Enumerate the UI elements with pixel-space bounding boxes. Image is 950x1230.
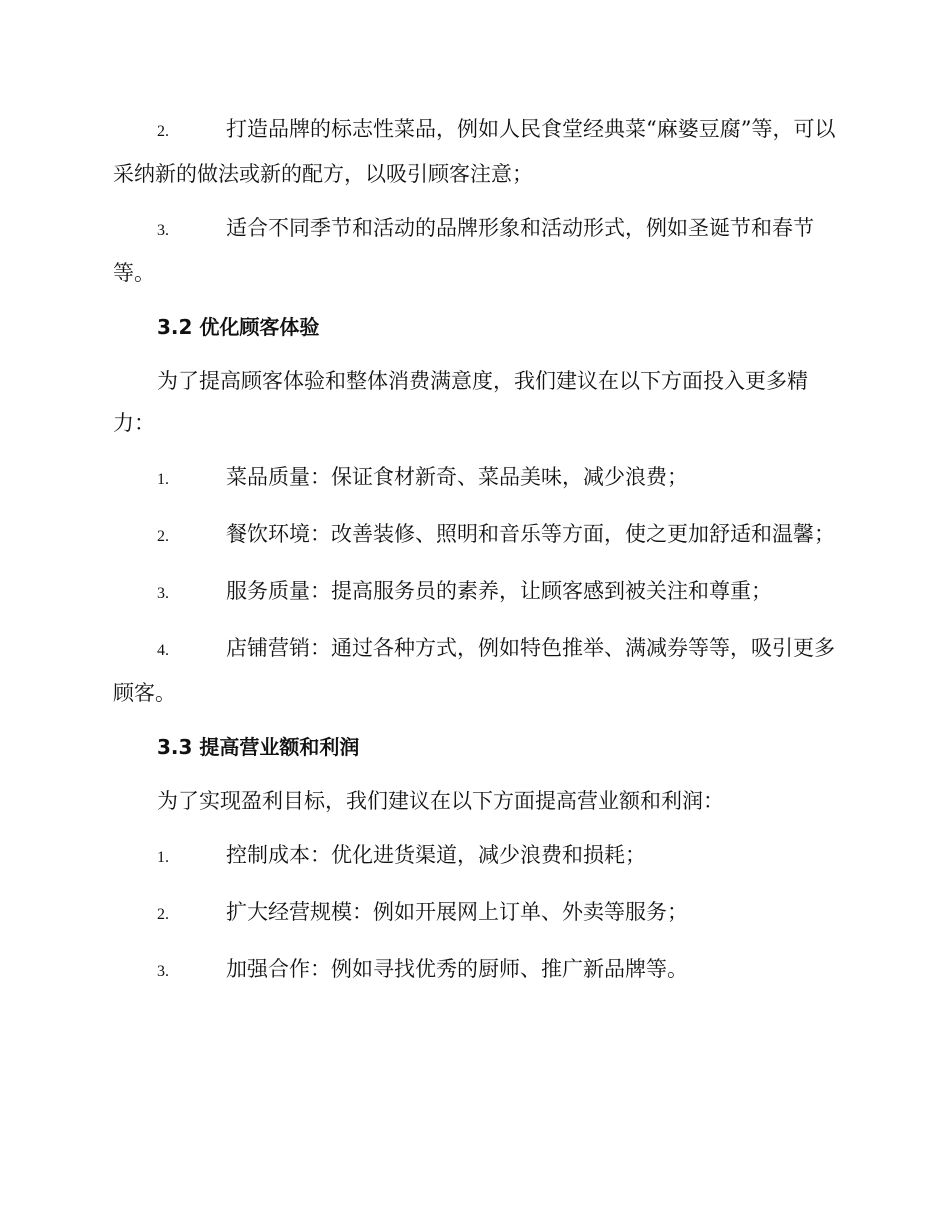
list-item (113, 891, 838, 936)
section-intro-3-2: 为了提高顾客体验和整体消费满意度，我们建议在以下方面投入更多精力： (113, 369, 808, 435)
list-number: 2. (157, 906, 169, 923)
list-item (113, 207, 838, 294)
list-item (113, 948, 838, 993)
list-text: 控制成本：优化进货渠道，减少浪费和损耗； (226, 843, 646, 867)
section-heading-3-2: 3.2 优化顾客体验 (157, 315, 320, 339)
list-number: 2. (157, 528, 169, 545)
list-item (113, 834, 838, 879)
list-number: 4. (157, 642, 169, 659)
list-number: 3. (157, 585, 169, 602)
list-number: 3. (157, 963, 169, 980)
list-number: 1. (157, 471, 169, 488)
list-item (113, 513, 838, 558)
list-number: 2. (157, 123, 169, 140)
section-intro-3-3: 为了实现盈利目标，我们建议在以下方面提高营业额和利润： (157, 789, 724, 813)
document-page (113, 108, 838, 1005)
list-item (113, 456, 838, 501)
section-heading-3-3: 3.3 提高营业额和利润 (157, 735, 360, 759)
list-text: 餐饮环境：改善装修、照明和音乐等方面，使之更加舒适和温馨； (226, 522, 835, 546)
list-number: 3. (157, 222, 169, 239)
list-text: 菜品质量：保证食材新奇、菜品美味，减少浪费； (226, 465, 688, 489)
list-item (113, 108, 838, 195)
list-text: 扩大经营规模：例如开展网上订单、外卖等服务； (226, 900, 688, 924)
list-text: 加强合作：例如寻找优秀的厨师、推广新品牌等。 (226, 957, 688, 981)
list-text: 店铺营销：通过各种方式，例如特色推举、满减券等等，吸引更多顾客。 (113, 636, 835, 705)
list-text: 打造品牌的标志性菜品，例如人民食堂经典菜“麻婆豆腐”等，可以采纳新的做法或新的配方，以吸引顾客注意； (113, 117, 836, 186)
list-text: 适合不同季节和活动的品牌形象和活动形式，例如圣诞节和春节等。 (113, 216, 814, 285)
list-item (113, 570, 838, 615)
list-text: 服务质量：提高服务员的素养，让顾客感到被关注和尊重； (226, 579, 772, 603)
list-item (113, 627, 838, 714)
list-number: 1. (157, 849, 169, 866)
